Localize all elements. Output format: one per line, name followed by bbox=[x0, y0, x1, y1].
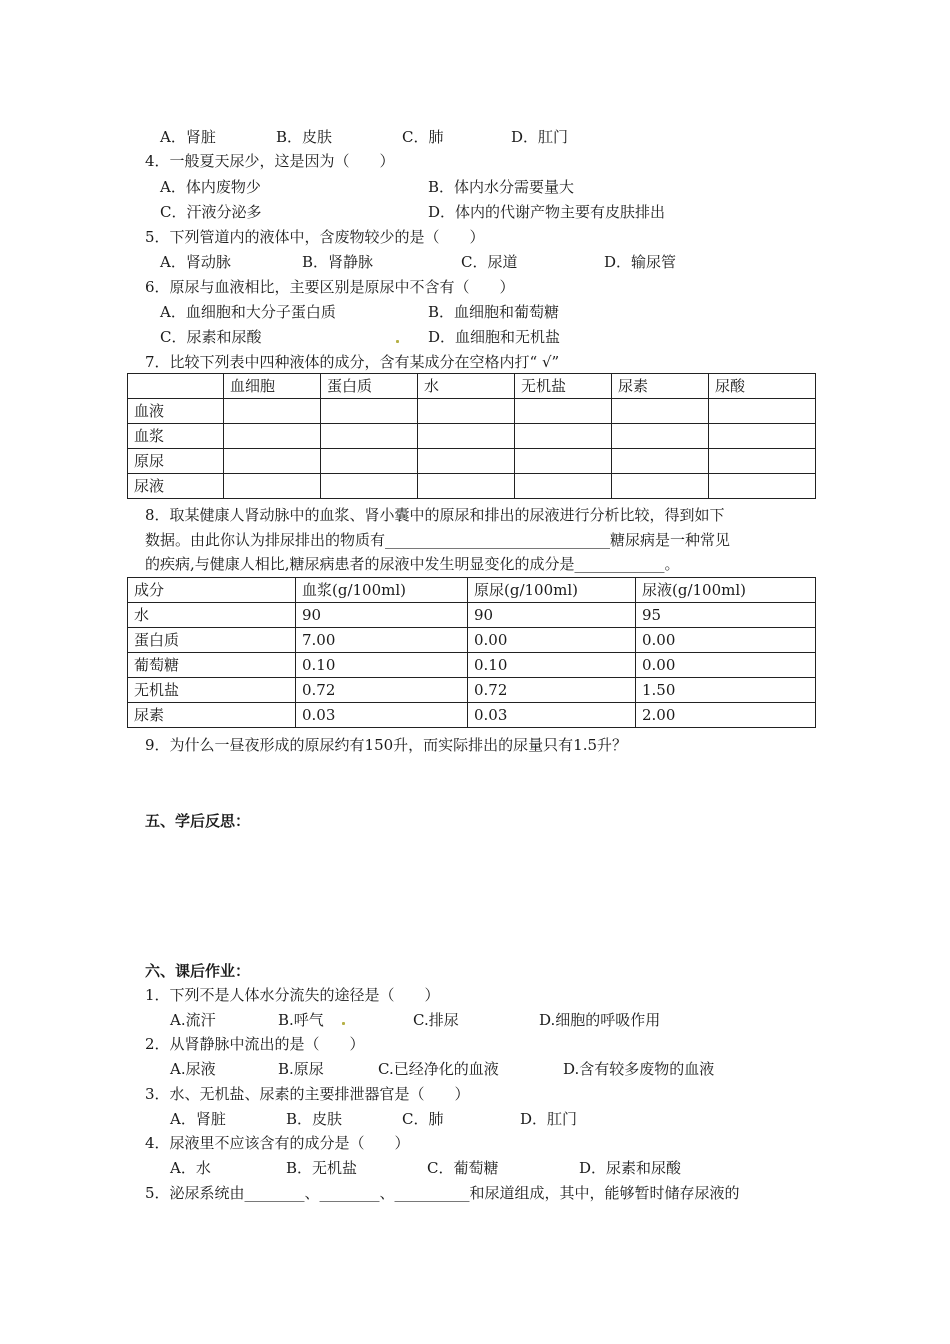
q8-cell: 2.00 bbox=[636, 703, 816, 728]
q7-blank-cell[interactable] bbox=[224, 474, 321, 499]
hw4-option-d: D．尿素和尿酸 bbox=[579, 1159, 682, 1177]
q7-header-cell: 尿酸 bbox=[709, 374, 816, 399]
q5-stem: 5．下列管道内的液体中，含废物较少的是（ ） bbox=[145, 228, 485, 246]
q7-row bbox=[128, 449, 816, 474]
q8-cell: 90 bbox=[468, 603, 636, 628]
q8-header-cell: 尿液(g/100ml) bbox=[636, 578, 816, 603]
hw1-stem: 1．下列不是人体水分流失的途径是（ ） bbox=[145, 986, 440, 1004]
q8-header-cell: 成分 bbox=[128, 578, 296, 603]
hw4-stem: 4．尿液里不应该含有的成分是（ ） bbox=[145, 1134, 410, 1152]
hw4-option-a: A．水 bbox=[170, 1159, 211, 1177]
q8-line-2: 数据。由此你认为排尿排出的物质有______________________________糖尿病是一种常见 bbox=[145, 531, 731, 549]
q7-blank-cell[interactable] bbox=[612, 399, 709, 424]
q8-cell: 水 bbox=[128, 603, 296, 628]
q7-blank-cell[interactable] bbox=[321, 424, 418, 449]
speck-mark bbox=[342, 1022, 345, 1025]
q8-cell: 蛋白质 bbox=[128, 628, 296, 653]
q8-cell: 90 bbox=[296, 603, 468, 628]
q7-blank-cell[interactable] bbox=[418, 424, 515, 449]
q8-cell: 0.72 bbox=[296, 678, 468, 703]
q8-cell: 1.50 bbox=[636, 678, 816, 703]
q7-table bbox=[127, 373, 816, 499]
hw4-option-b: B．无机盐 bbox=[286, 1159, 358, 1177]
hw1-option-c: C.排尿 bbox=[413, 1011, 459, 1029]
q8-cell: 尿素 bbox=[128, 703, 296, 728]
q7-blank-cell[interactable] bbox=[321, 399, 418, 424]
q7-blank-cell[interactable] bbox=[224, 424, 321, 449]
q7-row-label: 原尿 bbox=[128, 449, 224, 474]
section-6-heading: 六、课后作业： bbox=[145, 962, 251, 980]
hw2-option-a: A.尿液 bbox=[170, 1060, 216, 1078]
q7-blank-cell[interactable] bbox=[612, 449, 709, 474]
q7-blank-cell[interactable] bbox=[321, 449, 418, 474]
q8-cell: 0.00 bbox=[636, 653, 816, 678]
q7-header-cell: 水 bbox=[418, 374, 515, 399]
q7-header-cell bbox=[128, 374, 224, 399]
q7-blank-cell[interactable] bbox=[612, 474, 709, 499]
q7-blank-cell[interactable] bbox=[709, 399, 816, 424]
q6-option-d: D．血细胞和无机盐 bbox=[428, 328, 561, 346]
hw3-option-c: C．肺 bbox=[402, 1110, 444, 1128]
q7-blank-cell[interactable] bbox=[515, 399, 612, 424]
hw4-option-c: C．葡萄糖 bbox=[427, 1159, 499, 1177]
q8-header-row bbox=[128, 578, 816, 603]
hw2-option-d: D.含有较多废物的血液 bbox=[563, 1060, 715, 1078]
hw3-option-a: A．肾脏 bbox=[170, 1110, 226, 1128]
q6-stem: 6．原尿与血液相比，主要区别是原尿中不含有（ ） bbox=[145, 278, 515, 296]
q5-option-c: C．尿道 bbox=[461, 253, 518, 271]
q7-blank-cell[interactable] bbox=[224, 449, 321, 474]
q7-row-label: 尿液 bbox=[128, 474, 224, 499]
speck-mark bbox=[396, 340, 399, 343]
hw3-option-d: D．肛门 bbox=[520, 1110, 578, 1128]
q7-blank-cell[interactable] bbox=[515, 474, 612, 499]
q7-header-cell: 尿素 bbox=[612, 374, 709, 399]
q7-header-cell: 血细胞 bbox=[224, 374, 321, 399]
hw2-option-b: B.原尿 bbox=[278, 1060, 324, 1078]
section-5-heading: 五、学后反思： bbox=[145, 812, 251, 830]
q8-line-1: 8．取某健康人肾动脉中的血浆、肾小囊中的原尿和排出的尿液进行分析比较，得到如下 bbox=[145, 506, 725, 524]
hw2-option-c: C.已经净化的血液 bbox=[378, 1060, 499, 1078]
q8-line-3: 的疾病,与健康人相比,糖尿病患者的尿液中发生明显变化的成分是____________。 bbox=[145, 555, 680, 573]
q8-cell: 葡萄糖 bbox=[128, 653, 296, 678]
q3-option-d: D．肛门 bbox=[511, 128, 569, 146]
q7-blank-cell[interactable] bbox=[709, 474, 816, 499]
q7-blank-cell[interactable] bbox=[418, 474, 515, 499]
q7-stem: 7．比较下列表中四种液体的成分，含有某成分在空格内打“ √” bbox=[145, 353, 560, 371]
q8-row bbox=[128, 678, 816, 703]
q7-blank-cell[interactable] bbox=[418, 449, 515, 474]
q7-row-label: 血浆 bbox=[128, 424, 224, 449]
q8-cell: 0.00 bbox=[468, 628, 636, 653]
q9-stem: 9．为什么一昼夜形成的原尿约有150升，而实际排出的尿量只有1.5升？ bbox=[145, 736, 628, 754]
q8-cell: 0.10 bbox=[468, 653, 636, 678]
q8-cell: 0.10 bbox=[296, 653, 468, 678]
q7-header-cell: 无机盐 bbox=[515, 374, 612, 399]
hw1-option-b: B.呼气 bbox=[278, 1011, 324, 1029]
q8-row bbox=[128, 653, 816, 678]
q8-row bbox=[128, 603, 816, 628]
hw2-stem: 2．从肾静脉中流出的是（ ） bbox=[145, 1035, 365, 1053]
q7-row-label: 血液 bbox=[128, 399, 224, 424]
q6-option-a: A．血细胞和大分子蛋白质 bbox=[160, 303, 336, 321]
q8-header-cell: 血浆(g/100ml) bbox=[296, 578, 468, 603]
q3-option-b: B．皮肤 bbox=[276, 128, 333, 146]
q8-cell: 0.03 bbox=[468, 703, 636, 728]
q7-header-cell: 蛋白质 bbox=[321, 374, 418, 399]
q7-blank-cell[interactable] bbox=[709, 424, 816, 449]
q7-blank-cell[interactable] bbox=[515, 424, 612, 449]
hw5-stem: 5．泌尿系统由________、________、__________和尿道组成，其中，能够暂时储存尿液的 bbox=[145, 1184, 740, 1202]
q4-stem: 4．一般夏天尿少，这是因为（ ） bbox=[145, 152, 395, 170]
q5-option-a: A．肾动脉 bbox=[160, 253, 231, 271]
q7-blank-cell[interactable] bbox=[321, 474, 418, 499]
q8-cell: 95 bbox=[636, 603, 816, 628]
hw1-option-a: A.流汗 bbox=[170, 1011, 216, 1029]
q7-blank-cell[interactable] bbox=[709, 449, 816, 474]
q5-option-b: B．肾静脉 bbox=[302, 253, 374, 271]
q7-blank-cell[interactable] bbox=[418, 399, 515, 424]
q8-cell: 0.72 bbox=[468, 678, 636, 703]
q7-row bbox=[128, 399, 816, 424]
q8-header-cell: 原尿(g/100ml) bbox=[468, 578, 636, 603]
q8-row bbox=[128, 703, 816, 728]
q7-blank-cell[interactable] bbox=[515, 449, 612, 474]
q8-cell: 7.00 bbox=[296, 628, 468, 653]
q3-option-a: A．肾脏 bbox=[160, 128, 216, 146]
q4-option-b: B．体内水分需要量大 bbox=[428, 178, 575, 196]
q6-option-b: B．血细胞和葡萄糖 bbox=[428, 303, 560, 321]
q8-cell: 0.00 bbox=[636, 628, 816, 653]
q3-option-c: C．肺 bbox=[402, 128, 444, 146]
q7-header-row bbox=[128, 374, 816, 399]
hw3-option-b: B．皮肤 bbox=[286, 1110, 343, 1128]
q7-blank-cell[interactable] bbox=[224, 399, 321, 424]
q7-row bbox=[128, 424, 816, 449]
q8-table bbox=[127, 577, 816, 728]
q5-option-d: D．输尿管 bbox=[604, 253, 677, 271]
q7-blank-cell[interactable] bbox=[612, 424, 709, 449]
hw3-stem: 3．水、无机盐、尿素的主要排泄器官是（ ） bbox=[145, 1085, 470, 1103]
q8-cell: 无机盐 bbox=[128, 678, 296, 703]
q4-option-c: C．汗液分泌多 bbox=[160, 203, 262, 221]
q6-option-c: C．尿素和尿酸 bbox=[160, 328, 262, 346]
q8-cell: 0.03 bbox=[296, 703, 468, 728]
q7-row bbox=[128, 474, 816, 499]
hw1-option-d: D.细胞的呼吸作用 bbox=[539, 1011, 661, 1029]
q4-option-a: A．体内废物少 bbox=[160, 178, 261, 196]
q4-option-d: D．体内的代谢产物主要有皮肤排出 bbox=[428, 203, 666, 221]
q8-row bbox=[128, 628, 816, 653]
